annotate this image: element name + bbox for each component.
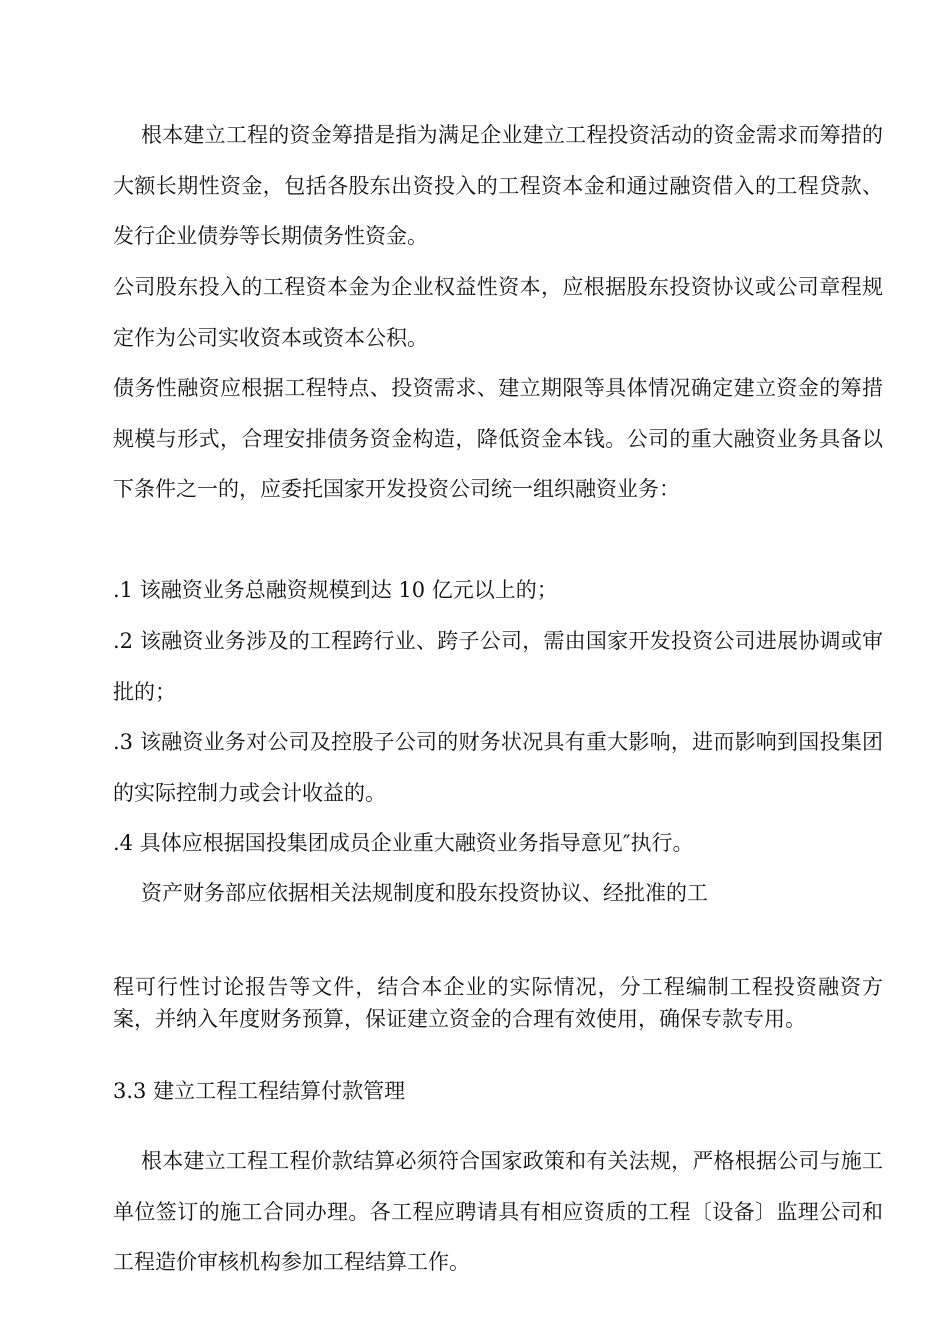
list-item-condition-2: .2 该融资业务涉及的工程跨行业、跨子公司，需由国家开发投资公司进展协调或审批的； <box>113 629 883 704</box>
paragraph-debt-financing: 债务性融资应根据工程特点、投资需求、建立期限等具体情况确定建立资金的筹措规模与形式，合理安排债务资金构造，降低资金本钱。公司的重大融资业务具备以下条件之一的，应委托国家开发投资公司统一组织融资业务： <box>113 376 883 501</box>
paragraph-equity-capital: 公司股东投入的工程资本金为企业权益性资本，应根据股东投资协议或公司章程规定作为公司实收资本或资本公积。 <box>113 275 883 350</box>
list-item-condition-1: .1 该融资业务总融资规模到达 10 亿元以上的； <box>113 578 558 602</box>
paragraph-capital-raising-definition: 根本建立工程的资金筹措是指为满足企业建立工程投资活动的资金需求而筹措的大额长期性资金，包括各股东出资投入的工程资本金和通过融资借入的工程贷款、发行企业债券等长期债务性资金。 <box>113 123 883 248</box>
list-item-condition-4: .4 具体应根据国投集团成员企业重大融资业务指导意见″执行。 <box>113 831 694 855</box>
section-heading-3-3: 3.3 建立工程工程结算付款管理 <box>113 1079 406 1103</box>
paragraph-finance-department-start: 资产财务部应依据相关法规制度和股东投资协议、经批准的工 <box>141 881 708 905</box>
list-item-condition-3: .3 该融资业务对公司及控股子公司的财务状况具有重大影响，进而影响到国投集团的实际控制力或会计收益的。 <box>113 730 883 805</box>
paragraph-finance-department-continued: 程可行性讨论报告等文件，结合本企业的实际情况，分工程编制工程投资融资方案，并纳入年度财务预算，保证建立资金的合理有效使用，确保专款专用。 <box>113 975 883 1031</box>
paragraph-project-settlement: 根本建立工程工程价款结算必须符合国家政策和有关法规，严格根据公司与施工单位签订的施工合同办理。各工程应聘请具有相应资质的工程〔设备〕监理公司和工程造价审核机构参加工程结算工作。 <box>113 1149 883 1274</box>
